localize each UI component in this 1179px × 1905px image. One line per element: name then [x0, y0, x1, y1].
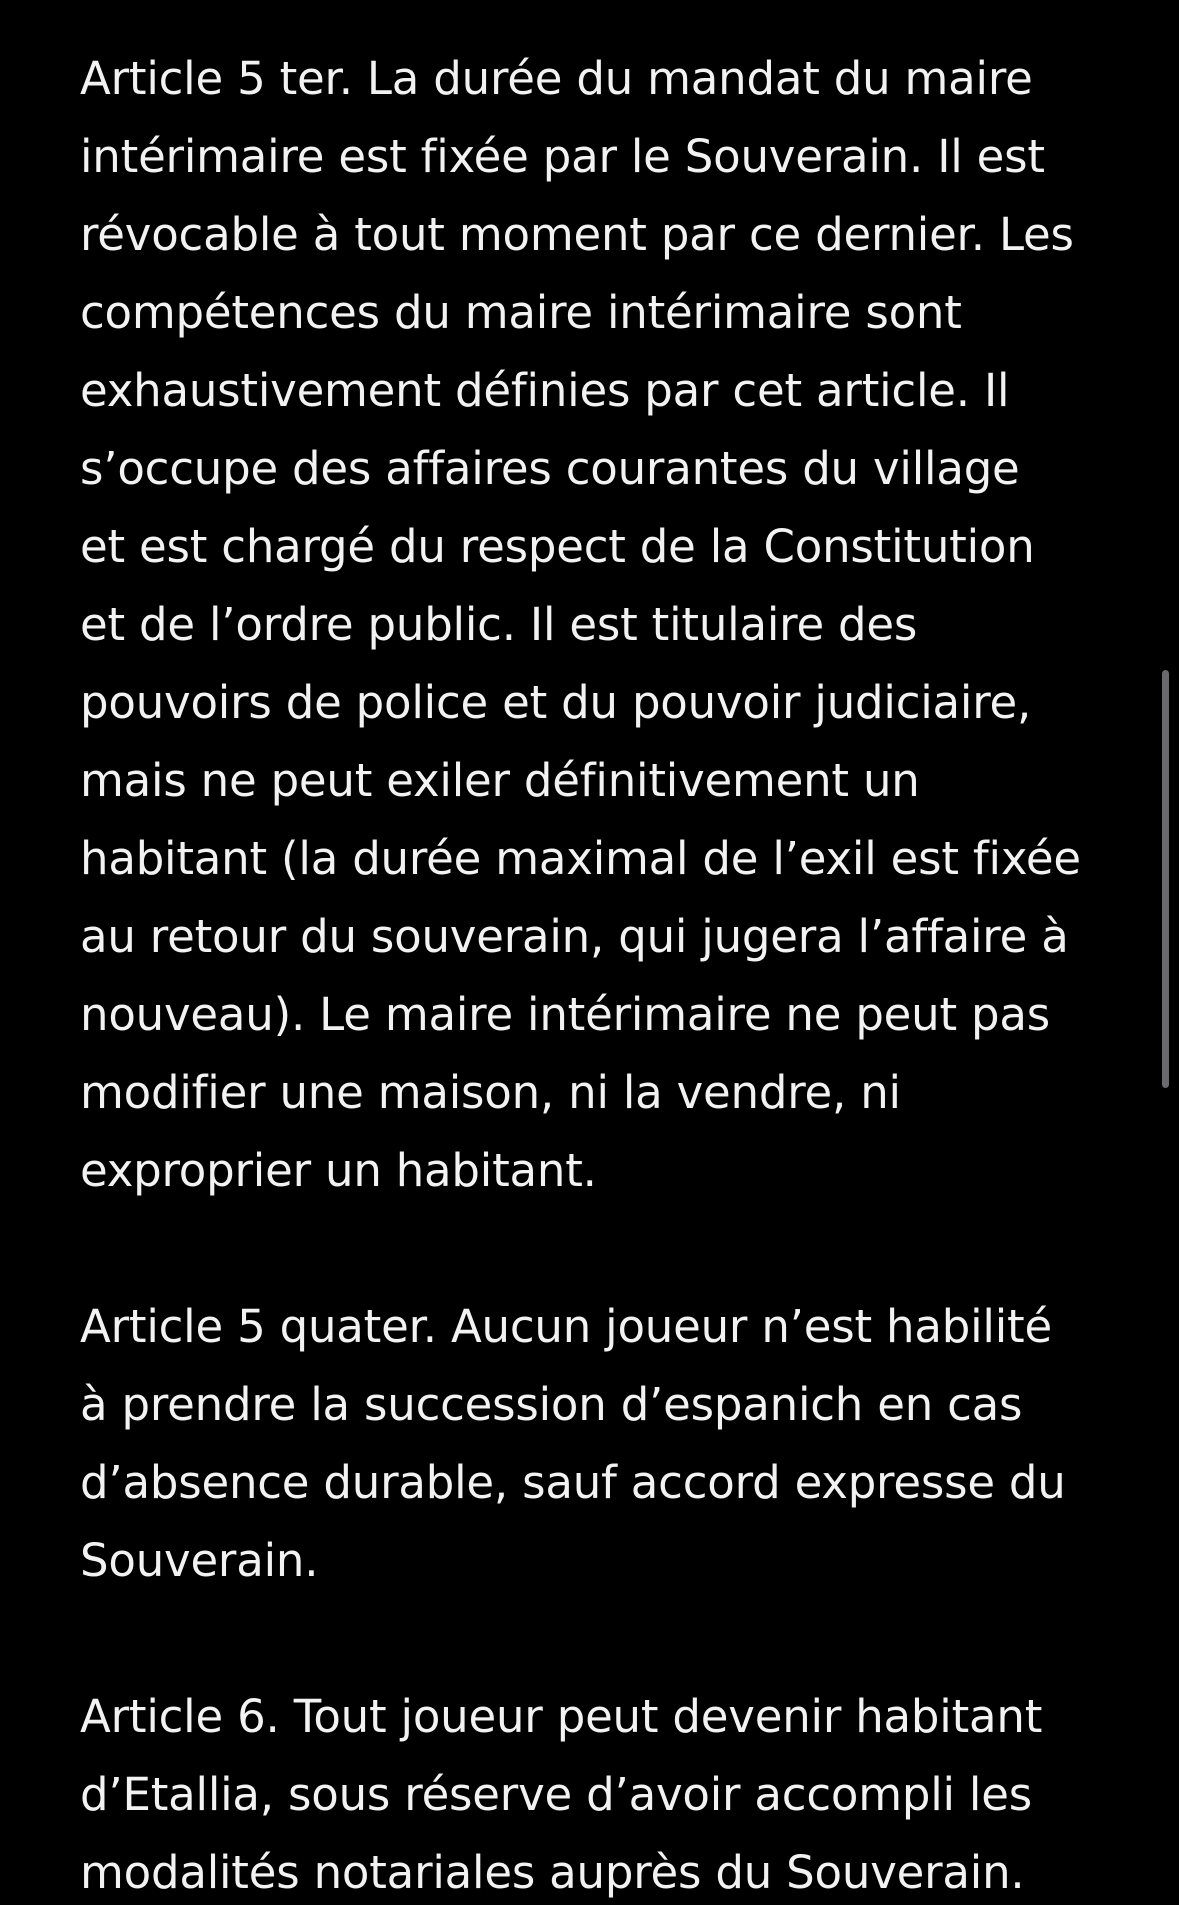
text-line: Article 5 ter. La durée du mandat du maire [80, 52, 1033, 105]
text-line: à prendre la succession d’espanich en cas [80, 1378, 1023, 1431]
text-line: modalités notariales auprès du Souverain. [80, 1846, 1025, 1899]
text-line: habitant (la durée maximal de l’exil est fixée [80, 832, 1081, 885]
document-body [80, 40, 1120, 1905]
vertical-scrollbar[interactable] [1162, 670, 1169, 1088]
text-line: compétences du maire intérimaire sont [80, 286, 962, 339]
text-line: Souverain. [80, 1534, 319, 1587]
text-line: d’Etallia, sous réserve d’avoir accompli les [80, 1768, 1032, 1821]
text-line: pouvoirs de police et du pouvoir judiciaire, [80, 676, 1032, 729]
text-line: révocable à tout moment par ce dernier. Les [80, 208, 1074, 261]
text-line: Article 6. Tout joueur peut devenir habitant [80, 1690, 1043, 1743]
text-line: exproprier un habitant. [80, 1144, 597, 1197]
article-5-quater [80, 1288, 1120, 1600]
text-line: nouveau). Le maire intérimaire ne peut pas [80, 988, 1051, 1041]
text-line: modifier une maison, ni la vendre, ni [80, 1066, 901, 1119]
text-line: au retour du souverain, qui jugera l’affaire à [80, 910, 1069, 963]
article-5-ter [80, 40, 1120, 1210]
text-line: et de l’ordre public. Il est titulaire des [80, 598, 918, 651]
article-6 [80, 1678, 1120, 1905]
text-line: et est chargé du respect de la Constitution [80, 520, 1035, 573]
text-line: exhaustivement définies par cet article. Il [80, 364, 1010, 417]
text-line: s’occupe des affaires courantes du village [80, 442, 1020, 495]
text-line: d’absence durable, sauf accord expresse du [80, 1456, 1066, 1509]
text-line: mais ne peut exiler définitivement un [80, 754, 920, 807]
text-line: intérimaire est fixée par le Souverain. Il est [80, 130, 1045, 183]
text-line: Article 5 quater. Aucun joueur n’est habilité [80, 1300, 1052, 1353]
